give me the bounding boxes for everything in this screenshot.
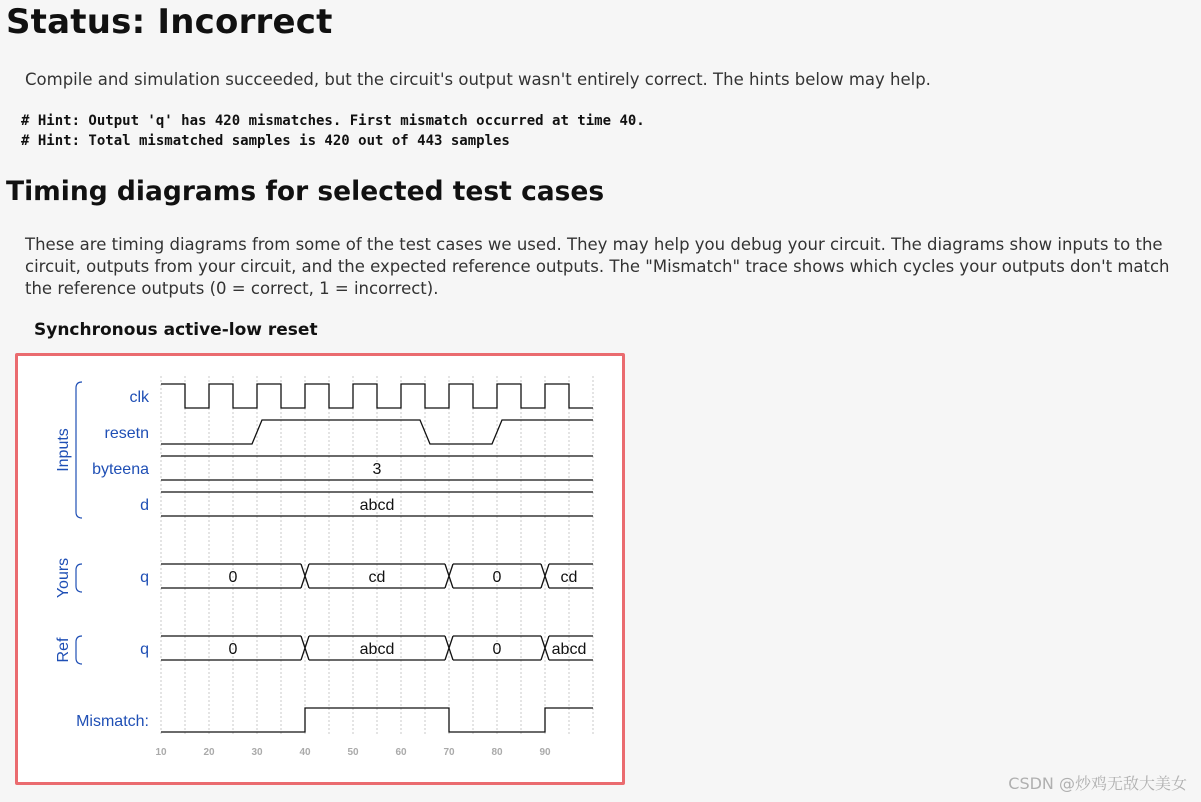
group-inputs-bracket [76, 382, 82, 518]
yours_q-bus-value: cd [368, 569, 386, 586]
signal-label-clk: clk [129, 389, 149, 406]
time-tick-label: 60 [395, 747, 407, 758]
group-ref-bracket [76, 636, 82, 664]
group-ref-label: Ref [55, 637, 72, 663]
signal-label-resetn: resetn [104, 425, 149, 442]
hint-line-1: # Hint: Output 'q' has 420 mismatches. First mismatch occurred at time 40. [21, 113, 645, 129]
test-case-title: Synchronous active-low reset [34, 320, 318, 340]
timing-title: Timing diagrams for selected test cases [6, 176, 605, 207]
time-tick-label: 90 [539, 747, 551, 758]
ref_q-bus-value: abcd [359, 641, 395, 658]
ref_q-bus-value: abcd [551, 641, 587, 658]
yours_q-bus-value: 0 [492, 569, 502, 586]
group-inputs-label: Inputs [55, 428, 72, 472]
byteena-bus-value: 3 [372, 461, 382, 478]
hint-line-2: # Hint: Total mismatched samples is 420 out of 443 samples [21, 133, 510, 149]
status-message: Compile and simulation succeeded, but the circuit's output wasn't entirely correct. The hints below may help. [25, 70, 931, 89]
time-tick-label: 80 [491, 747, 503, 758]
ref_q-bus-value: 0 [228, 641, 238, 658]
time-tick-label: 40 [299, 747, 311, 758]
watermark: CSDN @炒鸡无敌大美女 [1008, 774, 1187, 793]
status-title: Status: Incorrect [6, 2, 333, 42]
clk-wave [161, 384, 593, 408]
time-tick-label: 10 [155, 747, 167, 758]
signal-label-yours_q: q [140, 569, 149, 586]
time-tick-label: 50 [347, 747, 359, 758]
ref_q-bus-value: 0 [492, 641, 502, 658]
time-tick-label: 30 [251, 747, 263, 758]
signal-label-byteena: byteena [92, 461, 149, 478]
group-yours-bracket [76, 564, 82, 592]
yours_q-bus-value: 0 [228, 569, 238, 586]
d-bus-value: abcd [359, 497, 395, 514]
timing-diagram-panel [15, 353, 625, 785]
signal-label-d: d [140, 497, 149, 514]
signal-label-ref_q: q [140, 641, 149, 658]
signal-label-mismatch: Mismatch: [76, 713, 149, 730]
timing-diagram [18, 356, 622, 782]
time-tick-label: 70 [443, 747, 455, 758]
timing-description: These are timing diagrams from some of the test cases we used. They may help you debug your circuit. The diagrams show inputs to the circuit, outputs from your circuit, and the expected reference outputs. The "Mismatch" trace shows which cycles your outputs don't match the reference outputs (0 = correct, 1 = incorrect). [25, 235, 1170, 298]
time-tick-label: 20 [203, 747, 215, 758]
group-yours-label: Yours [55, 557, 72, 599]
yours_q-bus-value: cd [560, 569, 578, 586]
